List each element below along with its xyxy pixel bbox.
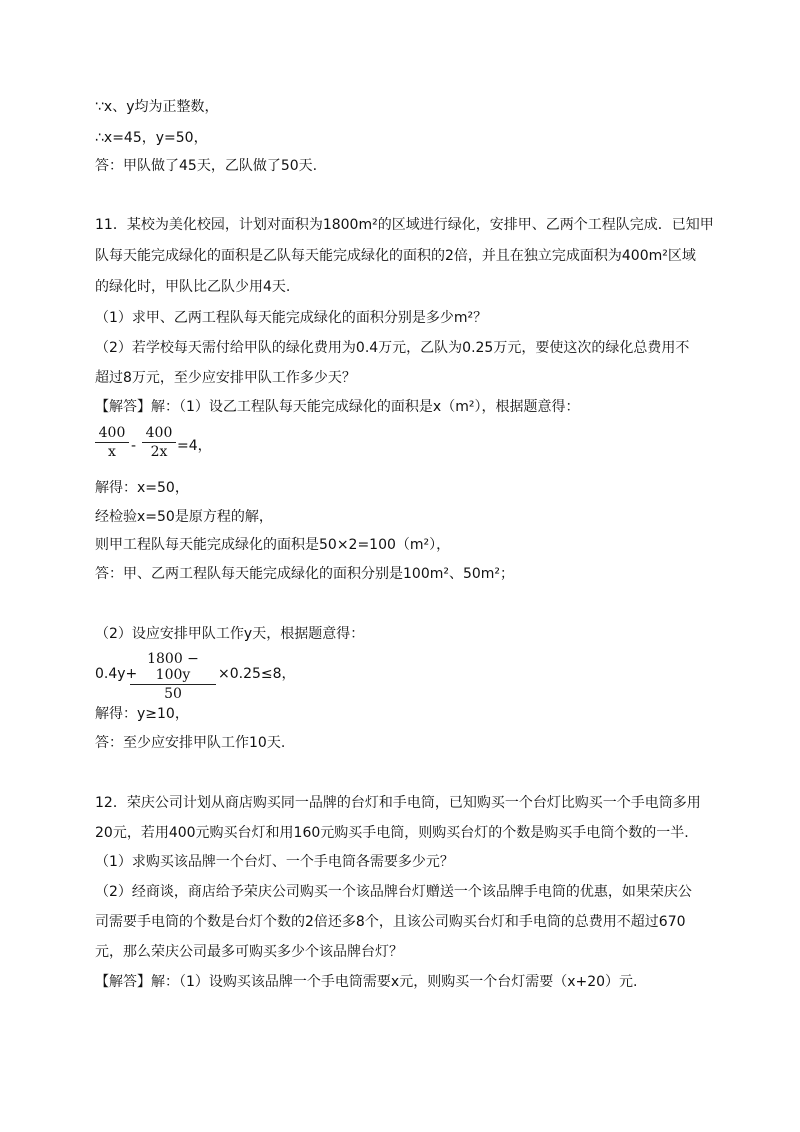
fraction-denominator: 2x [150, 444, 168, 460]
answer-line: 答：甲、乙两工程队每天能完成绿化的面积分别是100m²、50m²； [95, 566, 515, 582]
text-line: 答：甲队做了45天，乙队做了50天. [95, 158, 318, 174]
text-line: ∴x=45，y=50， [95, 130, 208, 146]
fraction-denominator: 50 [164, 686, 182, 702]
fraction-numerator: 400 [145, 425, 173, 441]
q12-part2: （2）经商谈，商店给予荣庆公司购买一个该品牌台灯赠送一个该品牌手电筒的优惠，如果荣庆公 [95, 884, 692, 900]
q12-stem: 20元，若用400元购买台灯和用160元购买手电筒，则购买台灯的个数是购买手电筒个数的一半. [95, 825, 689, 841]
text-line: 则甲工程队每天能完成绿化的面积是50×2=100（m²）， [95, 537, 451, 553]
fraction-numerator: 400 [98, 425, 126, 441]
fraction-denominator: x [108, 444, 116, 460]
q11-part2-intro: （2）设应安排甲队工作y天，根据题意得： [95, 626, 365, 642]
q12-part2: 元，那么荣庆公司最多可购买多少个该品牌台灯？ [95, 944, 403, 960]
equation-fraction [142, 425, 176, 460]
fraction-bar [95, 442, 129, 443]
answer-line: 答：至少应安排甲队工作10天. [95, 735, 286, 751]
q11-stem: 队每天能完成绿化的面积是乙队每天能完成绿化的面积的2倍，并且在独立完成面积为400m²区域 [95, 248, 696, 264]
q11-part2: 超过8万元，至少应安排甲队工作多少天？ [95, 370, 356, 386]
equation-lead: 0.4y+ [95, 666, 138, 682]
equation-fraction [95, 425, 129, 460]
equation-tail: =4， [177, 438, 212, 454]
q11-part2: （2）若学校每天需付给甲队的绿化费用为0.4万元，乙队为0.25万元，要使这次的绿化总费用不 [95, 340, 690, 356]
q12-answer-intro: 【解答】解：（1）设购买该品牌一个手电筒需要x元，则购买一个台灯需要（x+20）元. [95, 974, 638, 990]
q11-stem: 的绿化时，甲队比乙队少用4天. [95, 279, 291, 295]
check-line: 经检验x=50是原方程的解， [95, 509, 273, 525]
minus-sign: - [131, 438, 137, 454]
q11-answer-intro: 【解答】解：（1）设乙工程队每天能完成绿化的面积是x（m²），根据题意得： [95, 399, 580, 415]
q11-stem: 11．某校为美化校园，计划对面积为1800m²的区域进行绿化，安排甲、乙两个工程队完成．已知甲 [95, 217, 714, 233]
q12-part1: （1）求购买该品牌一个台灯、一个手电筒各需要多少元？ [95, 854, 454, 870]
q12-stem: 12．荣庆公司计划从商店购买同一品牌的台灯和手电筒，已知购买一个台灯比购买一个手电筒多用 [95, 795, 701, 811]
equation-fraction [130, 651, 216, 702]
fraction-bar [130, 684, 216, 685]
solution-line: 解得：x=50， [95, 480, 189, 496]
fraction-numerator: 1800 − 100y [147, 651, 199, 683]
q11-part1: （1）求甲、乙两工程队每天能完成绿化的面积分别是多少m²？ [95, 310, 488, 326]
q12-part2: 司需要手电筒的个数是台灯个数的2倍还多8个，且该公司购买台灯和手电筒的总费用不超过670 [95, 914, 686, 930]
solution-line: 解得：y≥10， [95, 706, 189, 722]
fraction-bar [142, 442, 176, 443]
equation-tail: ×0.25≤8， [218, 666, 296, 682]
text-line: ∵x、y均为正整数， [95, 99, 219, 115]
